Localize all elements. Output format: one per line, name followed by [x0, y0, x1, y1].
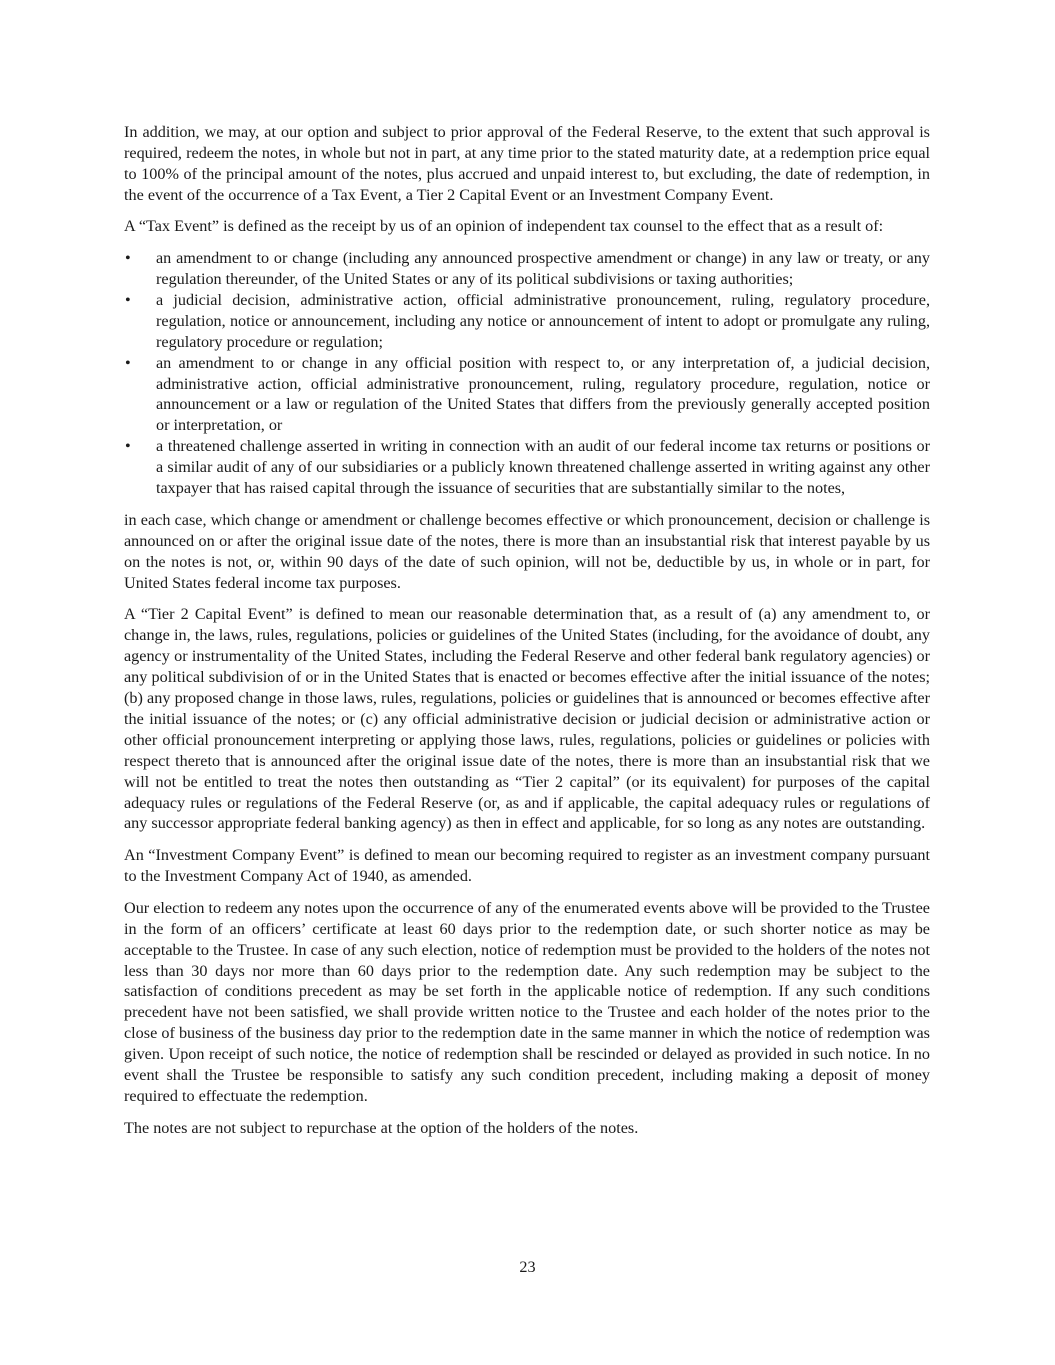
paragraph-tier2-capital-event: A “Tier 2 Capital Event” is defined to mean our reasonable determination that, as a result of (a) any amendment to, or change in, the laws, rules, regulations, policies or guidelines of the United States (including, for the avoidance of doubt, any agency or instrumentality of the United States, including the Federal Reserve and other federal bank regulatory agencies) or any political subdivision of or in the United States that is enacted or becomes effective after the initial issuance of the notes; (b) any proposed change in those laws, rules, regulations, policies or guidelines that is announced or becomes effective after the initial issuance of the notes; or (c) any official administrative decision or judicial decision or administrative action or other official pronouncement interpreting or applying those laws, rules, regulations, policies or guidelines or policies with respect thereto that is announced after the original issue date of the notes, there is more than an insubstantial risk that we will not be entitled to treat the notes then outstanding as “Tier 2 capital” (or its equivalent) for purposes of the capital adequacy rules or regulations of the Federal Reserve (or, as and if applicable, the capital adequacy rules or regulations of any successor appropriate federal banking agency) as then in effect and applicable, for so long as any notes are outstanding.	[124, 605, 930, 833]
list-item	[124, 290, 930, 353]
list-item-text: an amendment to or change (including any announced prospective amendment or change) in any law or treaty, or any regulation thereunder, of the United States or any of its political subdivisions or taxing authorities;	[156, 249, 930, 289]
paragraph-redemption-election: Our election to redeem any notes upon the occurrence of any of the enumerated events above will be provided to the Trustee in the form of an officers’ certificate at least 60 days prior to the redemption date, or such shorter notice as may be acceptable to the Trustee. In case of any such election, notice of redemption must be provided to the holders of the notes not less than 30 days nor more than 60 days prior to the redemption date. Any such redemption may be subject to the satisfaction of conditions precedent as may be set forth in the applicable notice of redemption. If any such conditions precedent have not been satisfied, we shall provide written notice to the Trustee and each holder of the notes prior to the close of business of the business day prior to the redemption date in the same manner in which the notice of redemption was given. Upon receipt of such notice, the notice of redemption shall be rescinded or delayed as provided in such notice. In no event shall the Trustee be responsible to satisfy any such condition precedent, including making a deposit of money required to effectuate the redemption.	[124, 898, 930, 1105]
list-item	[124, 353, 930, 437]
paragraph-no-repurchase: The notes are not subject to repurchase at the option of the holders of the notes.	[124, 1118, 639, 1137]
tax-event-bullet-list	[124, 248, 930, 499]
list-item-text: a judicial decision, administrative action, official administrative pronouncement, ruling, regulatory procedure, regulation, notice or announcement, including any notice or announcement of intent to adopt or promulgate any ruling, regulatory procedure or regulation;	[156, 290, 930, 351]
paragraph-redemption-option: In addition, we may, at our option and subject to prior approval of the Federal Reserve, to the extent that such approval is required, redeem the notes, in whole but not in part, at any time prior to the stated maturity date, at a redemption price equal to 100% of the principal amount of the notes, plus accrued and unpaid interest to, but excluding, the date of redemption, in the event of the occurrence of a Tax Event, a Tier 2 Capital Event or an Investment Company Event.	[124, 123, 930, 204]
page-number: 23	[519, 1258, 536, 1276]
list-item	[124, 436, 930, 499]
bullet-icon: •	[125, 353, 131, 372]
paragraph-tax-event-definition: A “Tax Event” is defined as the receipt by us of an opinion of independent tax counsel to the effect that as a result of:	[124, 217, 884, 236]
list-item-text: an amendment to or change in any official position with respect to, or any interpretation of, a judicial decision, administrative action, official administrative pronouncement, ruling, regulatory procedure, regulation, notice or announcement or a law or regulation of the United States that differs from the previously generally accepted position or interpretation, or	[156, 353, 930, 435]
paragraph-tax-event-conclusion: in each case, which change or amendment or challenge becomes effective or which pronouncement, decision or challenge is announced on or after the original issue date of the notes, there is more than an insubstantial risk that interest payable by us on the notes is not, or, within 90 days of the date of such opinion, will not be, deductible by us, in whole or in part, for United States federal income tax purposes.	[124, 511, 930, 592]
bullet-icon: •	[125, 290, 131, 309]
paragraph-investment-company-event: An “Investment Company Event” is defined to mean our becoming required to register as an investment company pursuant to the Investment Company Act of 1940, as amended.	[124, 846, 930, 886]
bullet-icon: •	[125, 249, 131, 268]
bullet-icon: •	[125, 437, 131, 456]
document-page	[124, 122, 930, 1149]
list-item-text: a threatened challenge asserted in writing in connection with an audit of our federal income tax returns or positions or a similar audit of any of our subsidiaries or a publicly known threatened challenge asserted in writing against any other taxpayer that has raised capital through the issuance of securities that are substantially similar to the notes,	[156, 437, 930, 498]
list-item	[124, 248, 930, 290]
